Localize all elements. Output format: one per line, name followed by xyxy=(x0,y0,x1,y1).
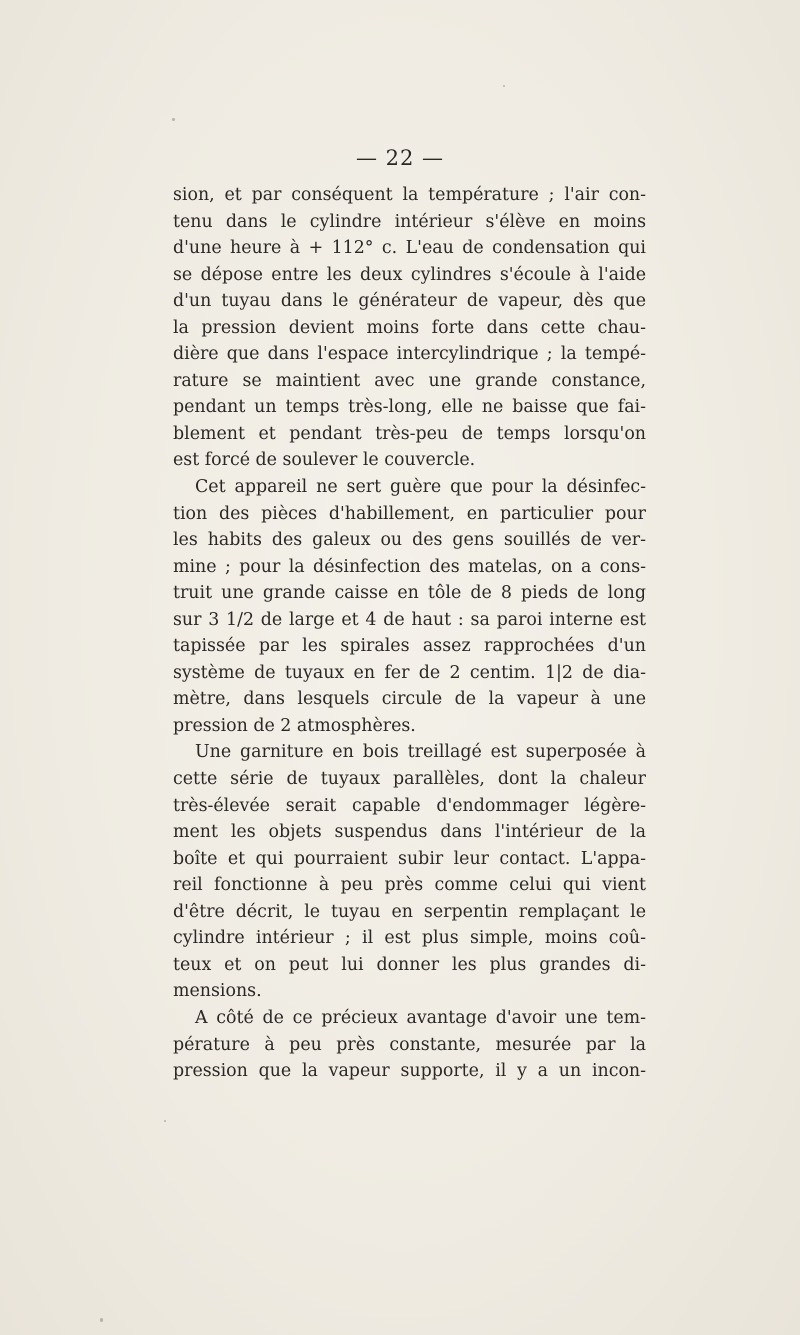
text-line: rature se maintient avec une grande constance, xyxy=(173,370,646,391)
text-line: reil fonctionne à peu près comme celui qui vient xyxy=(173,875,646,896)
text-line: d'un tuyau dans le générateur de vapeur, dès que xyxy=(173,291,646,312)
text-line: système de tuyaux en fer de 2 centim. 1|2 de dia- xyxy=(173,662,646,683)
text-line: d'une heure à + 112° c. L'eau de condensation qui xyxy=(173,238,646,259)
text-line: cette série de tuyaux parallèles, dont la chaleur xyxy=(173,769,646,790)
text-line: mètre, dans lesquels circule de la vapeur à une xyxy=(173,689,646,710)
text-line: pérature à peu près constante, mesurée par la xyxy=(173,1034,646,1055)
text-line: truit une grande caisse en tôle de 8 pieds de long xyxy=(173,583,646,604)
text-line: blement et pendant très-peu de temps lorsqu'on xyxy=(173,423,646,444)
text-line: cylindre intérieur ; il est plus simple, moins coû- xyxy=(173,928,646,949)
text-line: est forcé de soulever le couvercle. xyxy=(173,450,476,471)
text-line: tenu dans le cylindre intérieur s'élève en moins xyxy=(173,211,646,232)
text-line: mine ; pour la désinfection des matelas, on a cons- xyxy=(173,556,646,577)
text-line: pression de 2 atmosphères. xyxy=(173,715,416,736)
text-line: Cet appareil ne sert guère que pour la désinfec- xyxy=(195,477,646,498)
text-line: A côté de ce précieux avantage d'avoir une tem- xyxy=(195,1007,646,1028)
paper-speck xyxy=(172,118,175,121)
text-line: mensions. xyxy=(173,981,262,1002)
text-line: sur 3 1/2 de large et 4 de haut : sa paroi interne est xyxy=(173,609,646,630)
text-line: pendant un temps très-long, elle ne baisse que fai- xyxy=(173,397,646,418)
text-line: sion, et par conséquent la température ; l'air con- xyxy=(173,185,646,205)
text-line: tapissée par les spirales assez rapprochées d'un xyxy=(173,636,646,657)
text-line: les habits des galeux ou des gens souillés de ver- xyxy=(173,530,646,551)
paper-speck xyxy=(164,1120,166,1122)
page-number: — 22 — xyxy=(355,146,445,170)
text-line: Une garniture en bois treillagé est superposée à xyxy=(195,742,646,763)
text-line: pression que la vapeur supporte, il y a un incon- xyxy=(173,1061,646,1082)
text-line: tion des pièces d'habillement, en particulier pour xyxy=(173,503,646,524)
text-line: d'être décrit, le tuyau en serpentin remplaçant le xyxy=(173,901,646,922)
body-text xyxy=(173,182,646,1085)
text-line: teux et on peut lui donner les plus grandes di- xyxy=(173,954,646,975)
text-line: dière que dans l'espace intercylindrique ; la tempé- xyxy=(173,344,646,365)
paper-speck xyxy=(100,1318,103,1322)
paper-speck xyxy=(503,85,505,87)
text-line: la pression devient moins forte dans cette chau- xyxy=(173,317,646,338)
text-line: très-élevée serait capable d'endommager légère- xyxy=(173,795,646,816)
text-line: boîte et qui pourraient subir leur contact. L'appa- xyxy=(173,848,646,869)
text-line: se dépose entre les deux cylindres s'écoule à l'aide xyxy=(173,264,646,285)
text-line: ment les objets suspendus dans l'intérieur de la xyxy=(173,822,646,843)
